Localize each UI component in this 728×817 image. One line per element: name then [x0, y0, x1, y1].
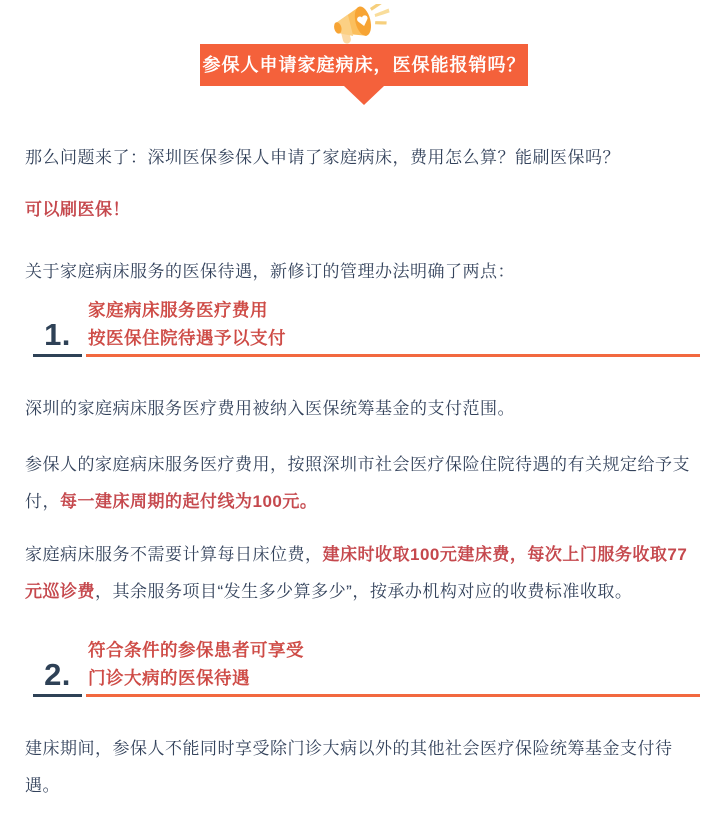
- section-1-title: [88, 296, 286, 352]
- banner-title: 参保人申请家庭病床，医保能报销吗？: [202, 55, 526, 75]
- intro-question: 那么问题来了：深圳医保参保人申请了家庭病床，费用怎么算？能刷医保吗？: [25, 148, 620, 167]
- section-2-title-line2: 门诊大病的医保待遇: [88, 668, 250, 688]
- article-header: [0, 0, 728, 105]
- banner: [200, 44, 528, 86]
- paragraph-highlight: 每一建床周期的起付线为100元。: [60, 492, 318, 511]
- paragraph-text: 家庭病床服务不需要计算每日床位费，: [25, 545, 323, 564]
- article-body: [0, 139, 728, 804]
- paragraph-text: ，其余服务项目“发生多少算多少”，按承办机构对应的收费标准收取。: [95, 582, 633, 601]
- section-1-header: [25, 296, 700, 352]
- section-1-paragraph: [25, 446, 700, 520]
- section-1-number: 1.: [44, 317, 71, 352]
- intro-answer: 可以刷医保！: [25, 200, 130, 219]
- paragraph-text: 参保人的家庭病床服务医疗费用，按照深圳市社会医疗保险住院待遇的有关规定给予支付，: [25, 455, 690, 511]
- divider-orange-segment: [86, 354, 700, 357]
- section-1-divider: [25, 354, 700, 357]
- section-1-title-line1: 家庭病床服务医疗费用: [88, 300, 268, 320]
- section-1-paragraph: [25, 536, 700, 610]
- section-2-divider: [25, 694, 700, 697]
- section-1: [25, 296, 700, 610]
- intro-lead: 关于家庭病床服务的医保待遇，新修订的管理办法明确了两点：: [25, 262, 515, 281]
- paragraph-highlight: 建床时收取100元建床费，每次上门服务收取77元巡诊费: [25, 545, 688, 601]
- divider-orange-segment: [86, 694, 700, 697]
- divider-navy-segment: [33, 354, 82, 357]
- divider-navy-segment: [33, 694, 82, 697]
- section-1-title-line2: 按医保住院待遇予以支付: [88, 328, 286, 348]
- section-2-header: [25, 636, 700, 692]
- megaphone-icon: [0, 6, 728, 44]
- section-2-paragraph: 建床期间，参保人不能同时享受除门诊大病以外的其他社会医疗保险统筹基金支付待遇。: [25, 739, 673, 795]
- section-2-title: [88, 636, 304, 692]
- section-2: [25, 636, 700, 804]
- section-2-number: 2.: [44, 657, 71, 692]
- banner-pointer-arrow: [344, 86, 384, 105]
- section-1-paragraph: 深圳的家庭病床服务医疗费用被纳入医保统筹基金的支付范围。: [25, 399, 515, 418]
- section-2-title-line1: 符合条件的参保患者可享受: [88, 640, 304, 660]
